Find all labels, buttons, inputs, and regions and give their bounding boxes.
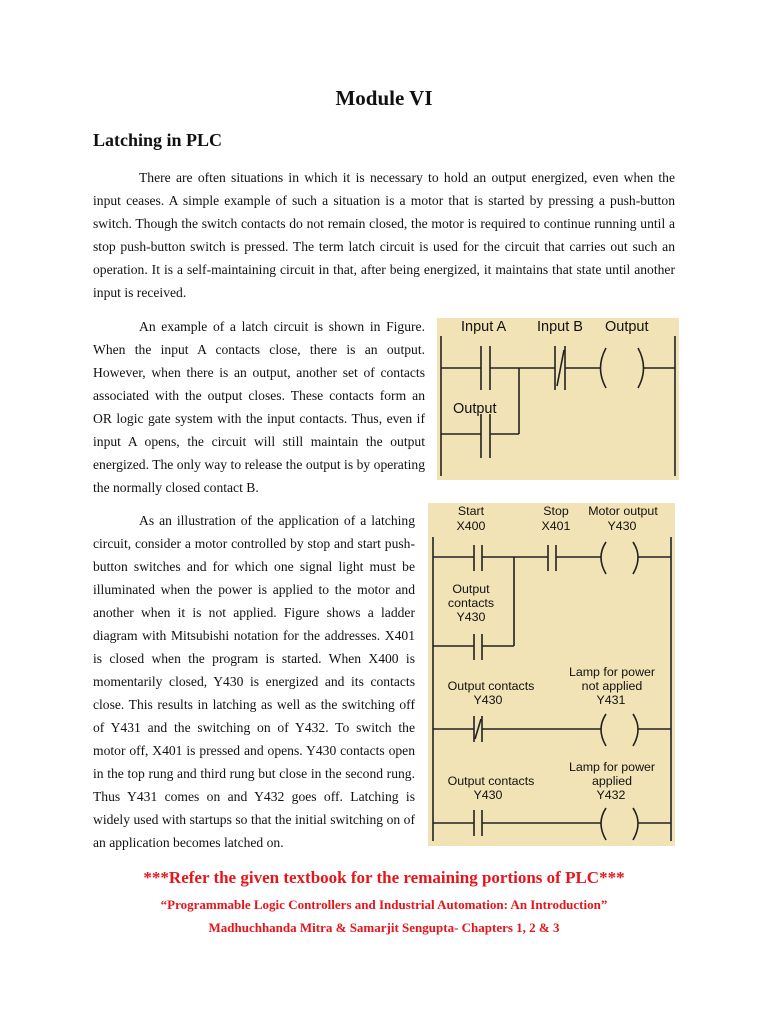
paragraph-latch-example-text: An example of a latch circuit is shown in Figure. When the input A contacts close, there is an output. However, when there is an output, another set of contacts associated with the output closes. These contacts form an OR logic gate system with the input contacts. Thus, even if input A opens, the circuit will still maintain the output energized. The only way to release the output is by operating the normally closed contact B. xyxy=(93,319,425,495)
output-coil-right xyxy=(638,348,644,388)
textbook-authors: Madhuchhanda Mitra & Samarjit Sengupta- Chapters 1, 2 & 3 xyxy=(208,920,560,935)
latch-circuit-diagram xyxy=(437,318,679,480)
label-output-contacts-latch-3: Y430 xyxy=(456,610,486,624)
refer-textbook-note: ***Refer the given textbook for the remaining portions of PLC*** xyxy=(143,868,625,887)
label-start: Start xyxy=(457,504,485,518)
label-output-contacts-no: Output contacts xyxy=(447,774,535,788)
textbook-title: “Programmable Logic Controllers and Industrial Automation: An Introduction” xyxy=(160,897,608,912)
label-x401: X401 xyxy=(541,519,571,533)
paragraph-intro xyxy=(93,166,675,304)
label-output: Output xyxy=(605,319,649,335)
coil-y431-right xyxy=(633,714,638,746)
paragraph-latch-example xyxy=(93,315,425,499)
label-y430-coil: Y430 xyxy=(607,519,637,533)
label-output-contacts-nc-2: Y430 xyxy=(473,693,503,707)
label-input-b: Input B xyxy=(537,319,583,335)
label-x400: X400 xyxy=(456,519,486,533)
label-motor-output: Motor output xyxy=(588,504,658,518)
paragraph-intro-text: There are often situations in which it is necessary to hold an output energized, even when the input ceases. A simple example of such a situation is a motor that is started by pressing a push-button switch. Though the switch contacts do not remain closed, the motor is required to continue running until a stop push-button switch is pressed. The term latch circuit is used for the circuit that carries out such an operation. It is a self-maintaining circuit in that, after being energized, it maintains that state until another input is received. xyxy=(93,170,675,300)
latch-circuit-ladder xyxy=(437,318,679,480)
paragraph-motor-illustration-text: As an illustration of the application of a latching circuit, consider a motor controlled by stop and start push-button switches and for which one signal light must be illuminated when the power is applied to the motor and another when it is not applied. Figure shows a ladder diagram with Mitsubishi notation for the addresses. X401 is closed when the program is started. When X400 is momentarily closed, Y430 is energized and its contacts close. This results in latching as well as the switching off of Y431 and the switching on of Y432. To switch the motor off, X401 is pressed and opens. Y430 contacts open in the top rung and third rung but close in the second rung. Thus Y431 comes on and Y432 goes off. Latching is widely used with startups so that the initial switching on of an application becomes latched on. xyxy=(93,513,415,850)
coil-y430-left xyxy=(601,542,606,574)
coil-y432-right xyxy=(633,808,638,840)
module-title: Module VI xyxy=(335,86,433,110)
contact-y430-nc-slash xyxy=(475,719,481,739)
label-output-contact: Output xyxy=(453,401,497,417)
coil-y430-right xyxy=(633,542,638,574)
label-stop: Stop xyxy=(543,504,569,518)
label-lamp-not-applied: Lamp for power xyxy=(568,665,656,679)
paragraph-motor-illustration xyxy=(93,509,415,854)
label-y432: Y432 xyxy=(596,788,626,802)
label-output-contacts-latch-2: contacts xyxy=(447,596,495,610)
label-lamp-not-applied-2: not applied xyxy=(581,679,643,693)
label-output-contacts-nc: Output contacts xyxy=(447,679,535,693)
output-coil-left xyxy=(601,348,607,388)
label-output-contacts-latch: Output xyxy=(452,582,490,596)
coil-y432-left xyxy=(601,808,606,840)
label-output-contacts-no-2: Y430 xyxy=(473,788,503,802)
label-input-a: Input A xyxy=(461,319,507,335)
label-lamp-applied: Lamp for power xyxy=(568,760,656,774)
contact-input-b-slash xyxy=(557,350,564,386)
motor-ladder-diagram xyxy=(428,503,675,846)
section-heading: Latching in PLC xyxy=(93,130,223,150)
label-lamp-applied-2: applied xyxy=(592,774,632,788)
label-y431: Y431 xyxy=(596,693,626,707)
coil-y431-left xyxy=(601,714,606,746)
